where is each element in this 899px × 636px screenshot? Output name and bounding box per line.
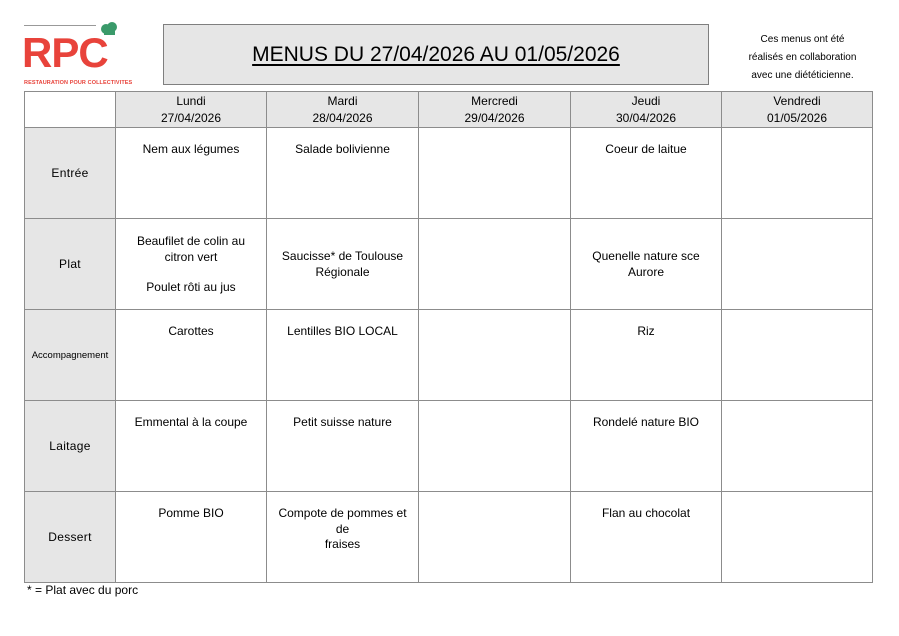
menu-row-plat: [25, 219, 873, 310]
day-date: 27/04/2026: [160, 111, 222, 125]
row-label: Dessert: [25, 492, 116, 583]
day-header-monday: [116, 92, 267, 128]
row-label: Laitage: [25, 401, 116, 492]
menu-row-dessert: [25, 492, 873, 583]
day-name: Mercredi: [471, 94, 518, 108]
dish: Flan au chocolat: [601, 506, 691, 520]
dish: Coeur de laitue: [605, 142, 687, 156]
pork-footnote: * = Plat avec du porc: [27, 583, 139, 597]
dish: Poulet rôti au jus: [146, 280, 236, 294]
row-label: Accompagnement: [25, 310, 116, 401]
day-date: 28/04/2026: [312, 111, 373, 125]
menu-cell-empty: [722, 128, 873, 219]
day-name: Vendredi: [773, 94, 821, 108]
day-name: Jeudi: [631, 94, 661, 108]
row-label: Plat: [25, 219, 116, 310]
dish: Petit suisse nature: [293, 415, 392, 429]
day-date: 01/05/2026: [766, 111, 828, 125]
rpc-logo: [22, 22, 133, 88]
day-header-row: [25, 92, 873, 128]
dish: Salade bolivienne: [295, 142, 390, 156]
menu-cell: [267, 401, 419, 492]
menu-cell: [116, 492, 267, 583]
dietitian-note: [740, 31, 865, 85]
menu-cell: [267, 310, 419, 401]
day-header-thursday: [571, 92, 722, 128]
dish: Compote de pommes et de: [278, 506, 407, 536]
menu-cell: [571, 401, 722, 492]
menu-cell: [571, 219, 722, 310]
menu-row-entree: [25, 128, 873, 219]
day-header-friday: [722, 92, 873, 128]
day-name: Mardi: [327, 94, 358, 108]
note-line-1: Ces menus ont été: [760, 34, 845, 45]
menu-cell-empty: [722, 310, 873, 401]
logo-text: RPC: [22, 29, 108, 76]
dish-continued: citron vert: [164, 249, 218, 264]
dish: Rondelé nature BIO: [592, 415, 700, 429]
corner-cell: [25, 92, 116, 128]
dish: Nem aux légumes: [142, 142, 240, 156]
dish: Saucisse* de Toulouse: [281, 249, 404, 263]
day-date: 30/04/2026: [615, 111, 677, 125]
menu-cell: [116, 128, 267, 219]
menu-row-accompagnement: [25, 310, 873, 401]
dish: Lentilles BIO LOCAL: [287, 324, 398, 338]
menu-cell-empty: [722, 492, 873, 583]
menu-cell: [116, 310, 267, 401]
menu-cell-empty: [722, 401, 873, 492]
dish: Riz: [637, 324, 655, 338]
menu-cell-empty: [419, 219, 571, 310]
dish-continued: fraises: [324, 537, 361, 551]
day-date: 29/04/2026: [464, 111, 525, 125]
dish: Pomme BIO: [158, 506, 224, 520]
menu-cell-empty: [419, 401, 571, 492]
dish: Carottes: [168, 324, 214, 338]
menu-cell: [267, 128, 419, 219]
menu-cell: [267, 219, 419, 310]
note-line-3: avec une diététicienne.: [751, 70, 854, 81]
menu-cell: [267, 492, 419, 583]
menu-cell: [571, 128, 722, 219]
row-label: Entrée: [25, 128, 116, 219]
day-header-wednesday: [419, 92, 571, 128]
menu-table: [24, 91, 873, 583]
menu-cell-empty: [419, 492, 571, 583]
dish: Quenelle nature sce: [592, 249, 700, 263]
logo-subtitle: RESTAURATION POUR COLLECTIVITES: [24, 80, 133, 86]
day-name: Lundi: [176, 94, 206, 108]
dish: Emmental à la coupe: [134, 415, 248, 429]
note-line-2: réalisés en collaboration: [748, 52, 857, 63]
dish: Beaufilet de colin au: [136, 234, 246, 248]
logo-rule: [24, 25, 96, 26]
menu-cell: [571, 310, 722, 401]
menu-cell-empty: [722, 219, 873, 310]
menu-cell: [116, 401, 267, 492]
page-title: MENUS DU 27/04/2026 AU 01/05/2026: [252, 42, 620, 66]
day-header-tuesday: [267, 92, 419, 128]
menu-row-laitage: [25, 401, 873, 492]
menu-cell-empty: [419, 310, 571, 401]
title-box: [163, 24, 709, 85]
menu-cell: [571, 492, 722, 583]
menu-cell: [116, 219, 267, 310]
menu-cell-empty: [419, 128, 571, 219]
dish-continued: Régionale: [315, 264, 370, 279]
dish-continued: Aurore: [627, 264, 665, 279]
